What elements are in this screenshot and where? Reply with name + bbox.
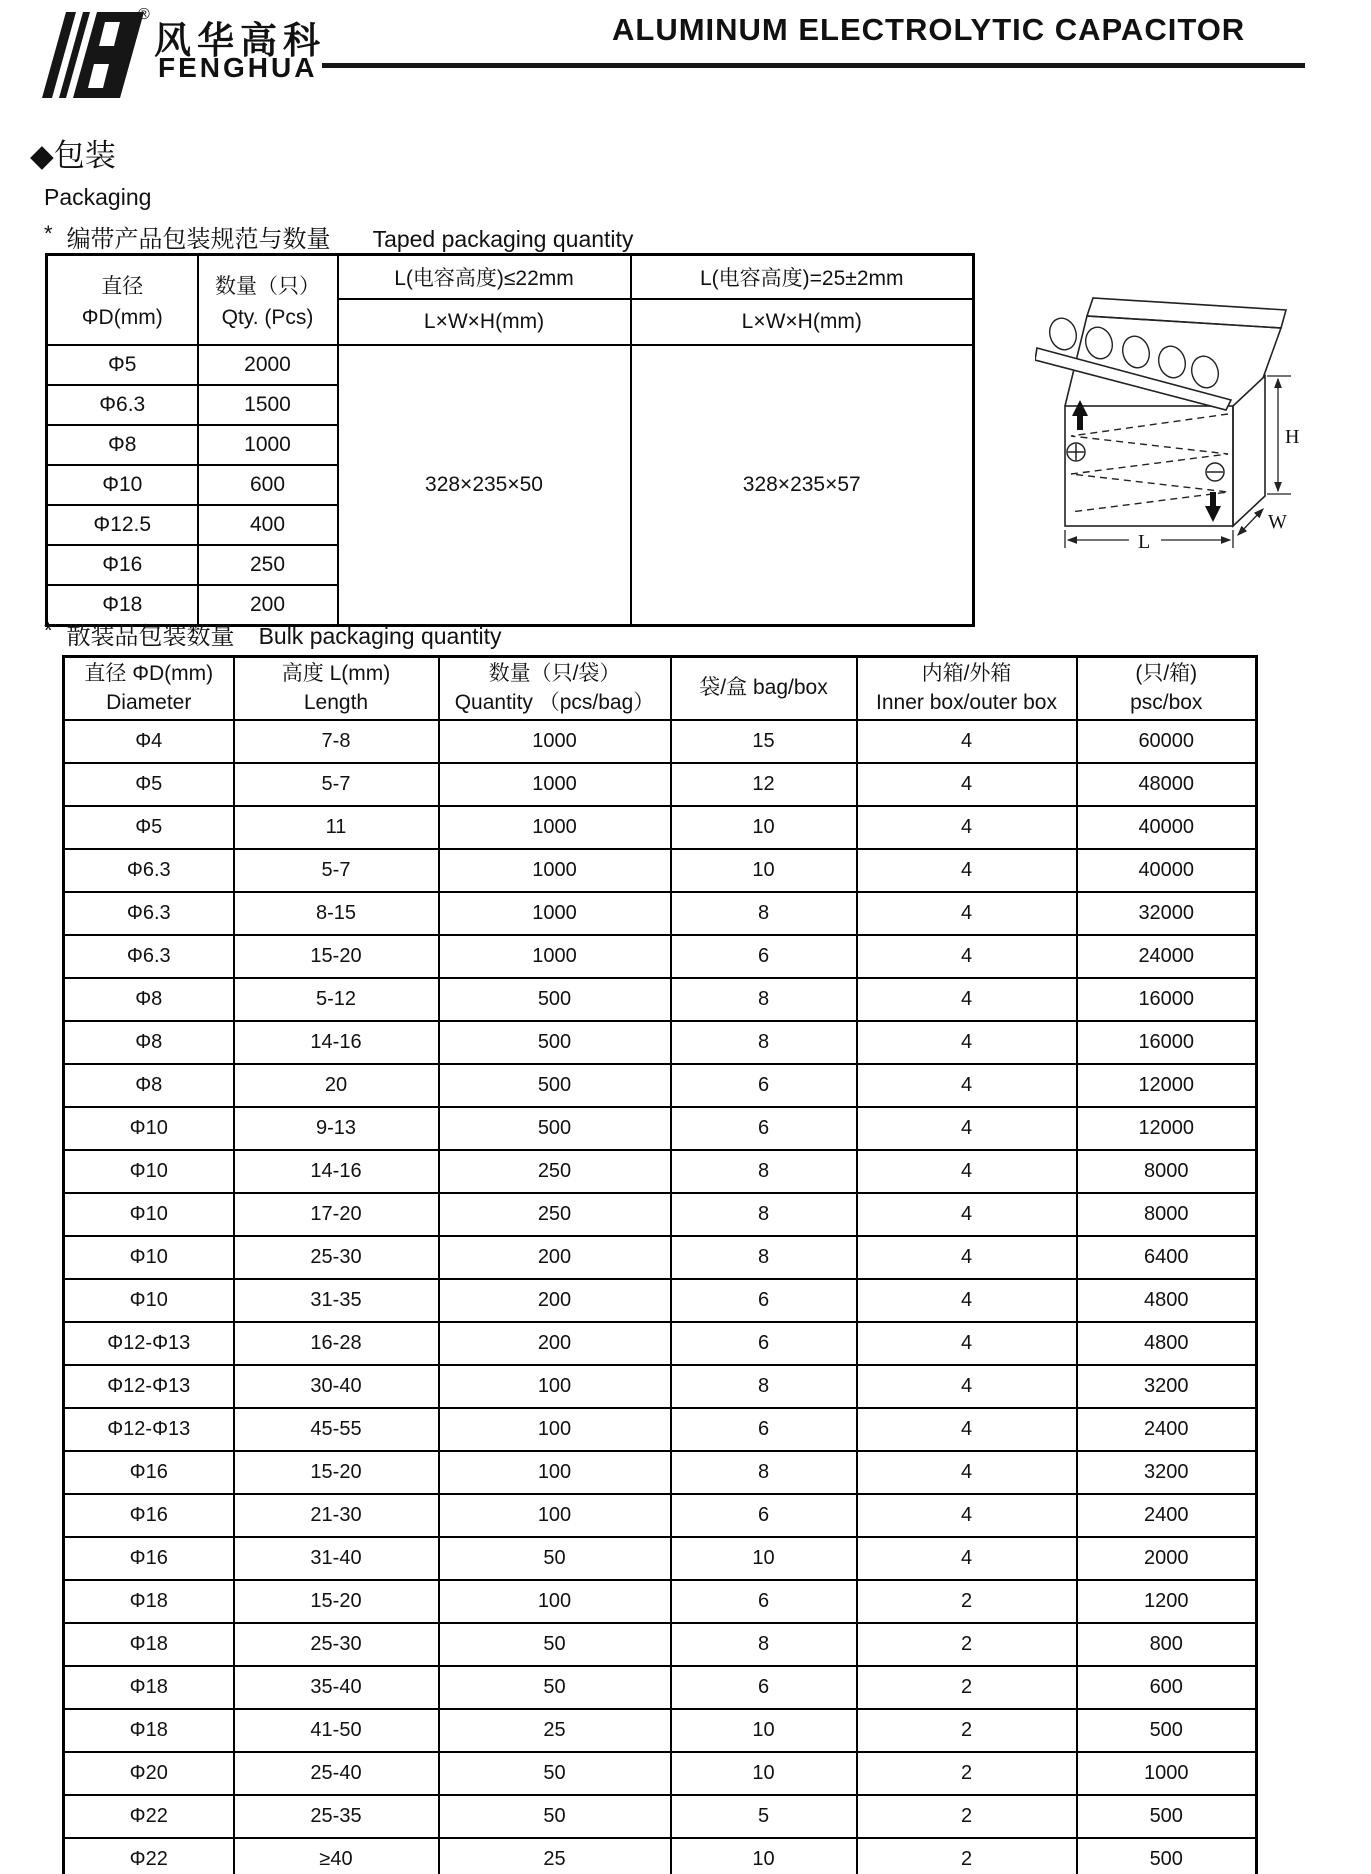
bulk-bag-box-cell: 6 [671,1580,857,1623]
bulk-diameter-cell: Φ12-Φ13 [64,1322,234,1365]
taped-section-heading [44,219,633,254]
bulk-bag-box-cell: 6 [671,935,857,978]
bulk-diameter-cell: Φ6.3 [64,849,234,892]
taped-header-qty: 数量（只） Qty. (Pcs) [198,255,338,346]
packaging-section-heading [30,130,116,175]
bulk-pcs-box-cell: 48000 [1077,763,1257,806]
bulk-pcs-box-cell: 4800 [1077,1322,1257,1365]
header-divider [322,63,1305,68]
bulk-quantity-cell: 100 [439,1580,671,1623]
bulk-length-cell: 8-15 [234,892,439,935]
bulk-length-cell: 5-12 [234,978,439,1021]
bulk-table-row [64,978,1257,1021]
bulk-bag-box-cell: 6 [671,1279,857,1322]
bulk-length-cell: 25-30 [234,1623,439,1666]
bulk-length-cell: 31-40 [234,1537,439,1580]
positive-polarity-icon [1067,443,1085,461]
bulk-length-cell: 17-20 [234,1193,439,1236]
fenghua-logo-icon [26,8,144,100]
bulk-diameter-cell: Φ5 [64,763,234,806]
bulk-table-row [64,763,1257,806]
bulk-bag-box-cell: 10 [671,806,857,849]
bulk-pcs-box-cell: 2400 [1077,1408,1257,1451]
bulk-inner-outer-cell: 4 [857,1451,1077,1494]
bulk-quantity-cell: 500 [439,1021,671,1064]
bulk-inner-outer-cell: 4 [857,806,1077,849]
bulk-pcs-box-cell: 16000 [1077,978,1257,1021]
bulk-table-row [64,1021,1257,1064]
bulk-packaging-table [62,655,1258,1874]
taped-packaging-table [45,253,975,627]
bulk-bag-box-cell: 8 [671,1150,857,1193]
bulk-bag-box-cell: 8 [671,1193,857,1236]
bulk-quantity-cell: 250 [439,1193,671,1236]
taped-qty-cell: 250 [198,545,338,585]
bulk-length-cell: 14-16 [234,1021,439,1064]
taped-header-le22: L(电容高度)≤22mm [338,255,631,300]
bulk-header-quantity: 数量（只/袋） Quantity （pcs/bag） [439,657,671,721]
bulk-table-row [64,1709,1257,1752]
bulk-quantity-cell: 200 [439,1279,671,1322]
box-side-face [1233,376,1265,526]
bulk-quantity-cell: 100 [439,1408,671,1451]
bulk-diameter-cell: Φ10 [64,1150,234,1193]
bulk-pcs-box-cell: 1000 [1077,1752,1257,1795]
bulk-diameter-cell: Φ20 [64,1752,234,1795]
bulk-length-cell: 21-30 [234,1494,439,1537]
bulk-length-cell: 25-30 [234,1236,439,1279]
bulk-table-row [64,1795,1257,1838]
bulk-table-row [64,1451,1257,1494]
bulk-bag-box-cell: 8 [671,1451,857,1494]
bulk-table-row [64,806,1257,849]
bulk-quantity-cell: 50 [439,1666,671,1709]
bulk-pcs-box-cell: 24000 [1077,935,1257,978]
bulk-table-body [64,720,1257,1874]
packaging-heading-en: Packaging [44,184,152,210]
bulk-bag-box-cell: 10 [671,1752,857,1795]
bulk-heading-en: Bulk packaging quantity [258,623,502,649]
bulk-inner-outer-cell: 4 [857,1064,1077,1107]
bulk-inner-outer-cell: 4 [857,1408,1077,1451]
bulk-quantity-cell: 50 [439,1795,671,1838]
bulk-pcs-box-cell: 500 [1077,1838,1257,1874]
taped-lwh-le22-cell: 328×235×50 [338,345,631,626]
bulk-length-cell: ≥40 [234,1838,439,1874]
bulk-pcs-box-cell: 12000 [1077,1064,1257,1107]
bulk-table-row [64,720,1257,763]
bulk-diameter-cell: Φ18 [64,1666,234,1709]
bulk-inner-outer-cell: 4 [857,1150,1077,1193]
bulk-table-row [64,1150,1257,1193]
brand-name-chinese: 风华高科 [154,20,326,61]
bulk-pcs-box-cell: 600 [1077,1666,1257,1709]
bulk-inner-outer-cell: 4 [857,1322,1077,1365]
up-arrow-icon [1072,400,1088,430]
registered-trademark: ® [138,6,150,23]
bulk-inner-outer-cell: 4 [857,1365,1077,1408]
diamond-bullet-icon: ◆ [30,138,54,173]
bulk-diameter-cell: Φ10 [64,1236,234,1279]
bulk-quantity-cell: 200 [439,1236,671,1279]
bulk-diameter-cell: Φ5 [64,806,234,849]
bulk-bag-box-cell: 6 [671,1408,857,1451]
bulk-length-cell: 45-55 [234,1408,439,1451]
bulk-quantity-cell: 500 [439,1107,671,1150]
bulk-bag-box-cell: 10 [671,1537,857,1580]
bulk-quantity-cell: 200 [439,1322,671,1365]
taped-qty-cell: 1500 [198,385,338,425]
bulk-length-cell: 31-35 [234,1279,439,1322]
bulk-length-cell: 35-40 [234,1666,439,1709]
taped-diameter-cell: Φ10 [47,465,198,505]
bulk-diameter-cell: Φ10 [64,1279,234,1322]
bulk-inner-outer-cell: 4 [857,1494,1077,1537]
bulk-inner-outer-cell: 4 [857,1236,1077,1279]
bulk-pcs-box-cell: 2000 [1077,1537,1257,1580]
bulk-diameter-cell: Φ8 [64,1021,234,1064]
taped-header-lwh-2: L×W×H(mm) [631,299,974,345]
bulk-pcs-box-cell: 8000 [1077,1150,1257,1193]
taped-header-eq25: L(电容高度)=25±2mm [631,255,974,300]
bulk-length-cell: 9-13 [234,1107,439,1150]
bulk-inner-outer-cell: 4 [857,1021,1077,1064]
bulk-table-row [64,1365,1257,1408]
bulk-diameter-cell: Φ6.3 [64,935,234,978]
folded-tape-zigzag [1071,414,1228,512]
bulk-quantity-cell: 1000 [439,892,671,935]
bulk-pcs-box-cell: 4800 [1077,1279,1257,1322]
asterisk-marker: * [44,221,53,246]
bulk-length-cell: 15-20 [234,935,439,978]
bulk-quantity-cell: 100 [439,1451,671,1494]
bulk-length-cell: 16-28 [234,1322,439,1365]
bulk-diameter-cell: Φ18 [64,1623,234,1666]
bulk-table-row [64,892,1257,935]
bulk-table-row [64,1193,1257,1236]
bulk-length-cell: 25-35 [234,1795,439,1838]
taped-qty-cell: 600 [198,465,338,505]
bulk-bag-box-cell: 6 [671,1107,857,1150]
bulk-header-diameter: 直径 ΦD(mm) Diameter [64,657,234,721]
bulk-diameter-cell: Φ4 [64,720,234,763]
bulk-table-row [64,1623,1257,1666]
bulk-inner-outer-cell: 4 [857,1107,1077,1150]
taped-header-row-1 [47,255,974,300]
bulk-pcs-box-cell: 16000 [1077,1021,1257,1064]
width-label: W [1268,511,1287,533]
bulk-table-row [64,1408,1257,1451]
bulk-table-row [64,1236,1257,1279]
taped-header-diameter: 直径 ΦD(mm) [47,255,198,346]
bulk-inner-outer-cell: 4 [857,720,1077,763]
bulk-header-inner-outer-box: 内箱/外箱 Inner box/outer box [857,657,1077,721]
bulk-pcs-box-cell: 6400 [1077,1236,1257,1279]
bulk-bag-box-cell: 15 [671,720,857,763]
bulk-table-row [64,1580,1257,1623]
bulk-quantity-cell: 500 [439,978,671,1021]
bulk-diameter-cell: Φ18 [64,1709,234,1752]
bulk-table-row [64,935,1257,978]
bulk-length-cell: 25-40 [234,1752,439,1795]
bulk-section-heading [44,616,502,651]
bulk-diameter-cell: Φ8 [64,1064,234,1107]
bulk-diameter-cell: Φ16 [64,1494,234,1537]
bulk-pcs-box-cell: 800 [1077,1623,1257,1666]
bulk-bag-box-cell: 6 [671,1322,857,1365]
bulk-inner-outer-cell: 2 [857,1752,1077,1795]
bulk-bag-box-cell: 6 [671,1064,857,1107]
taped-diameter-cell: Φ16 [47,545,198,585]
taped-diameter-cell: Φ18 [47,585,198,626]
bulk-pcs-box-cell: 2400 [1077,1494,1257,1537]
taped-lwh-eq25-cell: 328×235×57 [631,345,974,626]
bulk-diameter-cell: Φ10 [64,1193,234,1236]
bulk-bag-box-cell: 8 [671,1623,857,1666]
bulk-inner-outer-cell: 4 [857,892,1077,935]
bulk-inner-outer-cell: 2 [857,1666,1077,1709]
taped-qty-cell: 2000 [198,345,338,385]
box-lid-fold [1087,298,1286,328]
bulk-diameter-cell: Φ6.3 [64,892,234,935]
bulk-pcs-box-cell: 60000 [1077,720,1257,763]
bulk-table-row [64,1494,1257,1537]
taped-diameter-cell: Φ12.5 [47,505,198,545]
bulk-bag-box-cell: 8 [671,978,857,1021]
bulk-diameter-cell: Φ12-Φ13 [64,1408,234,1451]
bulk-pcs-box-cell: 3200 [1077,1365,1257,1408]
bulk-inner-outer-cell: 2 [857,1838,1077,1874]
bulk-length-cell: 14-16 [234,1150,439,1193]
bulk-pcs-box-cell: 40000 [1077,849,1257,892]
bulk-header-length: 高度 L(mm) Length [234,657,439,721]
bulk-inner-outer-cell: 2 [857,1623,1077,1666]
negative-polarity-icon [1206,463,1224,481]
bulk-quantity-cell: 1000 [439,806,671,849]
bulk-length-cell: 11 [234,806,439,849]
bulk-diameter-cell: Φ8 [64,978,234,1021]
taped-diameter-cell: Φ8 [47,425,198,465]
bulk-length-cell: 30-40 [234,1365,439,1408]
bulk-pcs-box-cell: 40000 [1077,806,1257,849]
bulk-bag-box-cell: 8 [671,1021,857,1064]
bulk-table-row [64,1752,1257,1795]
down-arrow-icon [1205,492,1221,522]
bulk-quantity-cell: 50 [439,1752,671,1795]
bulk-bag-box-cell: 5 [671,1795,857,1838]
bulk-pcs-box-cell: 500 [1077,1795,1257,1838]
brand-name-english: FENGHUA [158,52,318,83]
taped-table-body [47,345,974,626]
taped-qty-cell: 200 [198,585,338,626]
bulk-inner-outer-cell: 4 [857,1193,1077,1236]
taped-heading-cn: 编带产品包装规范与数量 [66,226,331,253]
bulk-table-row [64,1279,1257,1322]
bulk-quantity-cell: 25 [439,1709,671,1752]
bulk-quantity-cell: 100 [439,1365,671,1408]
bulk-inner-outer-cell: 4 [857,935,1077,978]
bulk-header-row [64,657,1257,721]
bulk-pcs-box-cell: 3200 [1077,1451,1257,1494]
bulk-pcs-box-cell: 32000 [1077,892,1257,935]
bulk-quantity-cell: 500 [439,1064,671,1107]
bulk-bag-box-cell: 12 [671,763,857,806]
packaging-heading-cn: 包装 [53,138,116,173]
bulk-bag-box-cell: 6 [671,1494,857,1537]
taped-header-lwh-1: L×W×H(mm) [338,299,631,345]
bulk-quantity-cell: 250 [439,1150,671,1193]
bulk-quantity-cell: 50 [439,1623,671,1666]
bulk-table-row [64,1666,1257,1709]
bulk-inner-outer-cell: 2 [857,1795,1077,1838]
bulk-bag-box-cell: 8 [671,1236,857,1279]
packaging-box-diagram [1035,288,1335,578]
length-label: L [1138,531,1151,553]
bulk-quantity-cell: 1000 [439,763,671,806]
bulk-bag-box-cell: 8 [671,892,857,935]
bulk-bag-box-cell: 8 [671,1365,857,1408]
bulk-length-cell: 20 [234,1064,439,1107]
bulk-quantity-cell: 25 [439,1838,671,1874]
bulk-length-cell: 7-8 [234,720,439,763]
bulk-inner-outer-cell: 4 [857,1537,1077,1580]
taped-qty-cell: 400 [198,505,338,545]
bulk-bag-box-cell: 10 [671,1709,857,1752]
bulk-quantity-cell: 1000 [439,720,671,763]
bulk-header-pcs-box: (只/箱) psc/box [1077,657,1257,721]
bulk-quantity-cell: 100 [439,1494,671,1537]
taped-table-row [47,345,974,385]
bulk-pcs-box-cell: 12000 [1077,1107,1257,1150]
bulk-pcs-box-cell: 8000 [1077,1193,1257,1236]
bulk-bag-box-cell: 10 [671,1838,857,1874]
taped-qty-cell: 1000 [198,425,338,465]
bulk-diameter-cell: Φ16 [64,1537,234,1580]
bulk-diameter-cell: Φ18 [64,1580,234,1623]
bulk-table-row [64,1537,1257,1580]
page-title: ALUMINUM ELECTROLYTIC CAPACITOR [612,12,1246,47]
taped-diameter-cell: Φ6.3 [47,385,198,425]
bulk-diameter-cell: Φ16 [64,1451,234,1494]
bulk-diameter-cell: Φ10 [64,1107,234,1150]
width-dimension [1238,509,1263,535]
bulk-pcs-box-cell: 1200 [1077,1580,1257,1623]
bulk-bag-box-cell: 6 [671,1666,857,1709]
bulk-length-cell: 15-20 [234,1580,439,1623]
bulk-length-cell: 15-20 [234,1451,439,1494]
bulk-header-bag-box: 袋/盒 bag/box [671,657,857,721]
bulk-bag-box-cell: 10 [671,849,857,892]
bulk-table-row [64,1838,1257,1874]
taped-diameter-cell: Φ5 [47,345,198,385]
bulk-table-row [64,1064,1257,1107]
bulk-diameter-cell: Φ12-Φ13 [64,1365,234,1408]
bulk-table-row [64,849,1257,892]
bulk-heading-cn: 散装品包装数量 [66,623,235,650]
taped-heading-en: Taped packaging quantity [372,226,634,252]
height-label: H [1285,426,1300,448]
bulk-length-cell: 41-50 [234,1709,439,1752]
bulk-length-cell: 5-7 [234,763,439,806]
bulk-inner-outer-cell: 4 [857,849,1077,892]
asterisk-marker: * [44,618,53,643]
bulk-inner-outer-cell: 2 [857,1580,1077,1623]
bulk-diameter-cell: Φ22 [64,1795,234,1838]
bulk-length-cell: 5-7 [234,849,439,892]
bulk-quantity-cell: 1000 [439,935,671,978]
bulk-quantity-cell: 1000 [439,849,671,892]
bulk-inner-outer-cell: 4 [857,1279,1077,1322]
bulk-inner-outer-cell: 4 [857,978,1077,1021]
bulk-diameter-cell: Φ22 [64,1838,234,1874]
bulk-inner-outer-cell: 2 [857,1709,1077,1752]
bulk-table-row [64,1322,1257,1365]
bulk-inner-outer-cell: 4 [857,763,1077,806]
bulk-quantity-cell: 50 [439,1537,671,1580]
bulk-pcs-box-cell: 500 [1077,1709,1257,1752]
bulk-table-row [64,1107,1257,1150]
